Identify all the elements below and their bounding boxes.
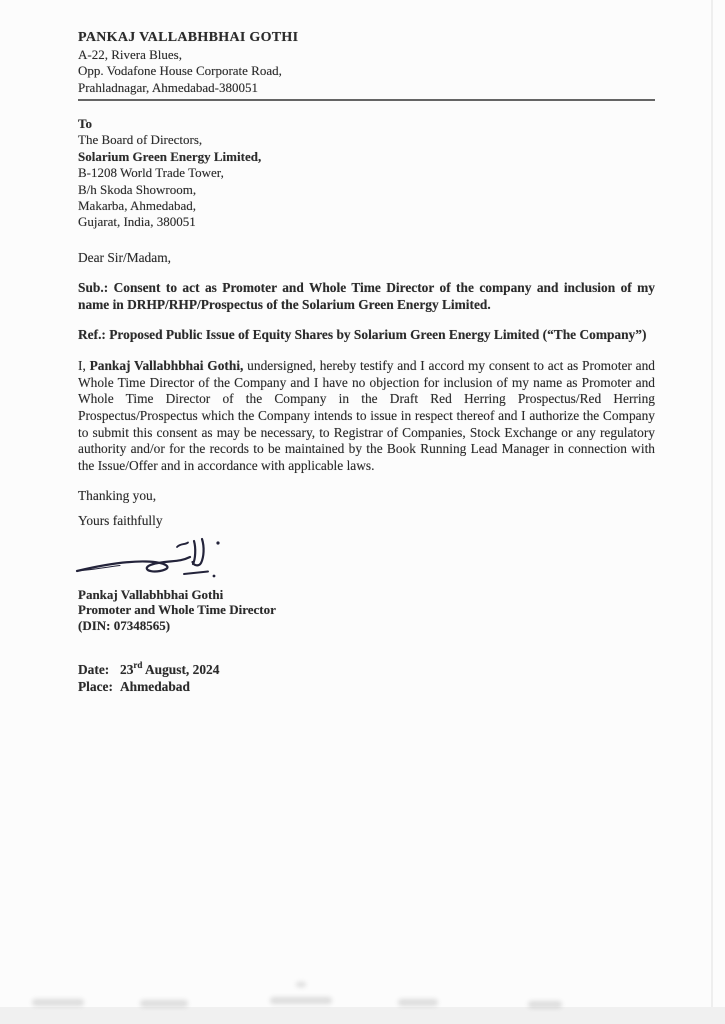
- scan-bottom-band: [0, 1007, 725, 1024]
- header-divider: [78, 99, 655, 101]
- sender-address-line: A-22, Rivera Blues,: [78, 46, 182, 62]
- signatory-designation: Promoter and Whole Time Director: [78, 602, 276, 618]
- date-day: 23: [120, 662, 134, 678]
- greeting: Dear Sir/Madam,: [78, 249, 171, 265]
- recipient-address-line: B/h Skoda Showroom,: [78, 181, 197, 197]
- sender-block: [78, 30, 655, 101]
- reference-line: [78, 326, 655, 343]
- recipient-address-line: B-1208 World Trade Tower,: [78, 165, 224, 181]
- reference-label: Ref.:: [78, 327, 106, 343]
- subject-text: Consent to act as Promoter and Whole Time Director of the company and inclusion of my name in DRHP/RHP/Prospectus of the Solarium Green Energy Limited.: [78, 279, 655, 312]
- recipient-address-line: Gujarat, India, 380051: [78, 214, 196, 230]
- date-ordinal: rd: [133, 660, 143, 671]
- scan-smudge: [398, 999, 438, 1006]
- body-signatory-name: Pankaj Vallabhbhai Gothi,: [89, 358, 244, 374]
- letter-content: [78, 0, 655, 695]
- recipient-line: The Board of Directors,: [78, 132, 203, 148]
- scan-smudge: [528, 1001, 562, 1008]
- body-text: undersigned, hereby testify and I accord my consent to act as Promoter and Whole Time Director of the Company and I have no objection for inclusion of my name as Promoter and Whole Time Director of the Company in the Draft Red Herring Prospectus/Red Herring Prospectus/Prospectus which the Company intends to issue in respect thereof and I authorize the Company to submit this consent as may be necessary, to Registrar of Companies, Stock Exchange or any regulatory authority and/or for the records to be maintained by the Book Running Lead Manager in connection with the Issue/Offer and in accordance with applicable laws.: [78, 358, 655, 473]
- subject-label: Sub.:: [78, 279, 109, 295]
- body-intro: I,: [78, 358, 86, 374]
- closing-thanking: Thanking you,: [78, 487, 157, 503]
- recipient-block: [78, 116, 655, 231]
- date-line: [78, 662, 655, 679]
- signature-scribble: [74, 534, 244, 586]
- signatory-block: [78, 587, 655, 634]
- date-rest: August, 2024: [142, 662, 220, 678]
- place-label: Place:: [78, 678, 113, 694]
- place-line: [78, 679, 655, 696]
- recipient-company: Solarium Green Energy Limited,: [78, 148, 262, 164]
- sender-address-line: Prahladnagar, Ahmedabad-380051: [78, 79, 258, 95]
- date-place-block: [78, 662, 655, 695]
- scan-smudge: [140, 1000, 188, 1007]
- place-value: Ahmedabad: [120, 678, 190, 694]
- scan-smudge: [32, 999, 84, 1006]
- signature-area: [78, 534, 655, 584]
- signatory-din: (DIN: 07348565): [78, 617, 171, 633]
- scan-smudge: [270, 997, 332, 1004]
- date-label: Date:: [78, 662, 110, 678]
- recipient-address-line: Makarba, Ahmedabad,: [78, 198, 197, 214]
- scan-edge-line: [711, 0, 713, 1024]
- sender-name: PANKAJ VALLABHBHAI GOTHI: [78, 30, 299, 45]
- reference-text: Proposed Public Issue of Equity Shares by Solarium Green Energy Limited (“The Company”): [109, 327, 647, 343]
- signatory-name: Pankaj Vallabhbhai Gothi: [78, 586, 224, 602]
- recipient-to: To: [78, 116, 92, 131]
- subject-line: [78, 279, 655, 313]
- closing-faithfully: Yours faithfully: [78, 512, 163, 528]
- sender-address-line: Opp. Vodafone House Corporate Road,: [78, 63, 282, 78]
- body-paragraph: [78, 358, 655, 474]
- scan-smudge: [296, 982, 306, 987]
